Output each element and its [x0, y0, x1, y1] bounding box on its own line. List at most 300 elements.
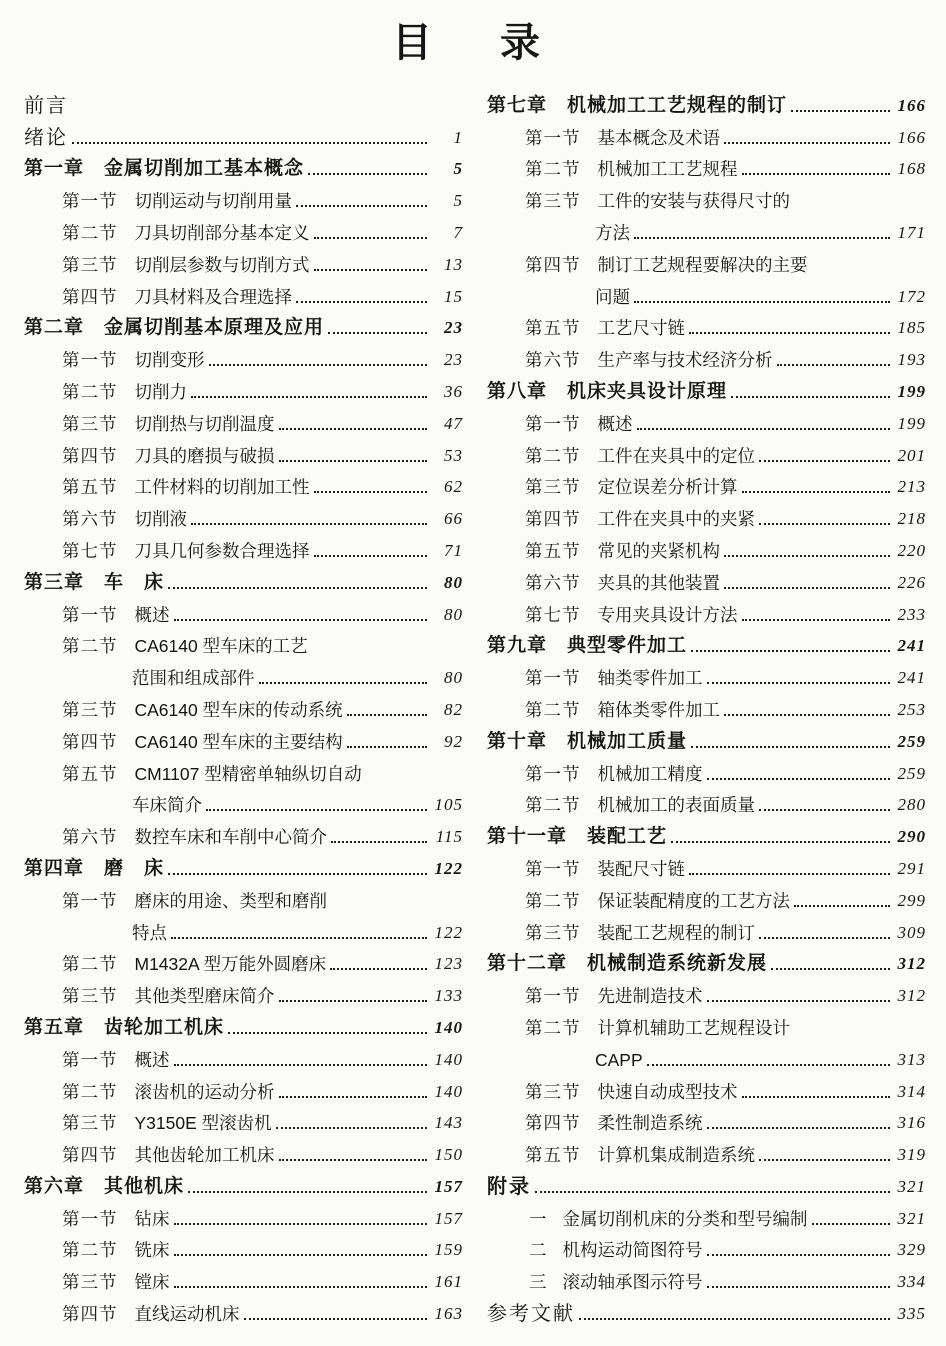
toc-entry [10, 468, 473, 500]
page-number: 312 [897, 954, 926, 974]
toc-entry-title: 刀具切削部分基本定义 [134, 222, 310, 243]
toc-entry-title: 绪论 [24, 126, 68, 149]
toc-entry [10, 881, 473, 913]
page-title: 目 录 [392, 21, 554, 65]
toc-entry-title: 工件在夹具中的定位 [597, 445, 755, 466]
dot-leader [314, 491, 428, 493]
toc-entry [473, 1167, 936, 1199]
page-number: 82 [444, 699, 463, 719]
page-number: 133 [434, 986, 463, 1006]
toc-entry-label: 第五节 [525, 1145, 581, 1166]
toc-entry [10, 181, 473, 213]
page-number: 199 [897, 413, 926, 433]
page-number: 172 [897, 286, 926, 306]
toc-entry-title: 齿轮加工机床 [104, 1016, 225, 1038]
toc-entry-label: 第一章 [24, 158, 85, 180]
toc-entry-title: 工件材料的切削加工性 [134, 477, 310, 498]
dot-leader [191, 523, 427, 525]
toc-entry [10, 499, 473, 531]
toc-entry-title: 钻床 [134, 1208, 170, 1229]
toc-entry-title: 计算机集成制造系统 [597, 1145, 755, 1166]
dot-leader [579, 1318, 890, 1320]
toc-entry [473, 722, 936, 754]
toc-entry-title: 刀具几何参数合理选择 [134, 540, 310, 561]
toc-entry [473, 817, 936, 849]
toc-entry-label: 第一节 [525, 413, 581, 434]
dot-leader [707, 1286, 891, 1288]
toc-entry-label: 第七节 [62, 540, 118, 561]
toc-entry-title: 定位误差分析计算 [597, 477, 738, 498]
toc-entry [473, 181, 936, 213]
toc-entry [10, 277, 473, 309]
toc-entry-title: 滚齿机的运动分析 [134, 1081, 275, 1102]
page-number: 259 [897, 731, 926, 751]
dot-leader [314, 269, 428, 271]
toc-entry-label: 第一节 [62, 1208, 118, 1229]
page-number: 253 [897, 699, 926, 719]
toc-entry-title: 生产率与技术经济分析 [597, 350, 773, 371]
page-number: 213 [897, 477, 926, 497]
toc-entry-label: 第一节 [525, 763, 581, 784]
toc-entry [10, 849, 473, 881]
toc-entry [10, 213, 473, 245]
toc-entry [10, 976, 473, 1008]
toc-entry [473, 86, 936, 118]
toc-entry-title: 箱体类零件加工 [597, 699, 720, 720]
toc-entry [10, 786, 473, 818]
toc-entry-title: 机械制造系统新发展 [587, 953, 768, 975]
page-number: 15 [444, 286, 463, 306]
toc-entry [473, 849, 936, 881]
toc-entry-label: 第二节 [62, 954, 118, 975]
toc-entry-title: 基本概念及术语 [597, 127, 720, 148]
dot-leader [314, 555, 428, 557]
page-number: 314 [897, 1081, 926, 1101]
dot-leader [637, 428, 891, 430]
dot-leader [759, 460, 890, 462]
dot-leader [724, 142, 890, 144]
page-number: 334 [897, 1272, 926, 1292]
page-number: 143 [434, 1113, 463, 1133]
toc-entry [10, 817, 473, 849]
toc-entry-label: 一 [529, 1208, 547, 1229]
dot-leader [707, 682, 891, 684]
page-number: 280 [897, 795, 926, 815]
page-number: 319 [897, 1145, 926, 1165]
dot-leader [777, 364, 891, 366]
toc-entry-title: 机构运动简图符号 [562, 1240, 703, 1261]
toc-entry-title: 轴类零件加工 [597, 668, 703, 689]
toc-entry [473, 1294, 936, 1326]
toc-entry [473, 277, 936, 309]
dot-leader [634, 237, 890, 239]
toc-entry-title: CA6140 型车床的传动系统 [134, 699, 343, 720]
page-number: 233 [897, 604, 926, 624]
toc-entry-label: 第四节 [62, 286, 118, 307]
toc-entry-label: 第四节 [62, 445, 118, 466]
dot-leader [279, 1159, 428, 1161]
page-number: 335 [897, 1304, 926, 1324]
dot-leader [812, 1223, 891, 1225]
toc-entry [10, 86, 473, 118]
toc-entry [473, 150, 936, 182]
page-number: 299 [897, 890, 926, 910]
dot-leader [759, 523, 890, 525]
toc-entry-title: 金属切削机床的分类和型号编制 [562, 1208, 808, 1229]
toc-entry [10, 754, 473, 786]
toc-entry [473, 404, 936, 436]
toc-entry-title: CA6140 型车床的工艺 [134, 636, 308, 657]
toc-entry-title: 金属切削加工基本概念 [104, 158, 305, 180]
dot-leader [72, 142, 427, 144]
toc-entry [473, 786, 936, 818]
toc-entry [473, 1199, 936, 1231]
dot-leader [259, 682, 428, 684]
toc-entry [473, 563, 936, 595]
dot-leader [244, 1318, 428, 1320]
dot-leader [191, 396, 427, 398]
page-number: 166 [897, 127, 926, 147]
toc-entry-label: 第二节 [62, 636, 118, 657]
toc-entry-title: 切削变形 [134, 350, 205, 371]
page-number: 66 [444, 509, 463, 529]
dot-leader [707, 1127, 891, 1129]
dot-leader [209, 364, 428, 366]
toc-entry-label: 第一节 [525, 127, 581, 148]
toc-entry-label: 第五节 [62, 477, 118, 498]
toc-entry [473, 340, 936, 372]
toc-entry [10, 372, 473, 404]
toc-entry-title: 机械加工工艺规程 [597, 159, 738, 180]
toc-entry [10, 531, 473, 563]
page-number: 159 [434, 1240, 463, 1260]
toc-entry-label: 第六节 [525, 350, 581, 371]
toc-entry-title: 工艺尺寸链 [597, 318, 685, 339]
dot-leader [174, 619, 428, 621]
page-number: 157 [434, 1208, 463, 1228]
page-number: 259 [897, 763, 926, 783]
toc-entry-label: 第一节 [525, 858, 581, 879]
dot-leader [742, 491, 891, 493]
dot-leader [535, 1191, 890, 1193]
toc-entry-title: 前言 [24, 94, 68, 117]
toc-entry-label: 第三节 [62, 1272, 118, 1293]
toc-entry-label: 第二节 [525, 159, 581, 180]
dot-leader [759, 809, 890, 811]
toc-entry-title: 概述 [134, 604, 170, 625]
toc-entry [473, 499, 936, 531]
dot-leader [707, 1000, 891, 1002]
toc-entry-label: 第一节 [62, 604, 118, 625]
toc-entry-title: 其他齿轮加工机床 [134, 1145, 275, 1166]
page-number: 163 [434, 1304, 463, 1324]
toc-entry [473, 913, 936, 945]
dot-leader [314, 237, 428, 239]
toc-entry-label: 第二节 [525, 699, 581, 720]
toc-entry [473, 1262, 936, 1294]
toc-entry-label: 第三章 [24, 571, 85, 593]
page-number: 241 [897, 636, 926, 656]
toc-entry-title: 概述 [134, 1049, 170, 1070]
toc-entry-title: 装配工艺规程的制订 [597, 922, 755, 943]
toc-entry-label: 第一节 [525, 668, 581, 689]
toc-entry-title: 镗床 [134, 1272, 170, 1293]
toc-entry-label: 第九章 [487, 635, 548, 657]
toc-entry-label: 第五节 [525, 540, 581, 561]
toc-entry-title: 夹具的其他装置 [597, 572, 720, 593]
toc-entry [10, 340, 473, 372]
dot-leader [296, 301, 427, 303]
toc-column-right [473, 86, 936, 1326]
toc-entry [473, 627, 936, 659]
toc-entry-label: 第六节 [62, 827, 118, 848]
page-number: 157 [434, 1176, 463, 1196]
toc-entry-label: 第二节 [525, 795, 581, 816]
page-number: 321 [897, 1176, 926, 1196]
dot-leader [707, 1254, 891, 1256]
toc-entry-title: 工件在夹具中的夹紧 [597, 509, 755, 530]
toc-entry-label: 三 [529, 1272, 547, 1293]
toc-entry-label: 第三节 [62, 254, 118, 275]
dot-leader [347, 746, 427, 748]
dot-leader [742, 173, 891, 175]
toc-entry-label: 第十一章 [487, 826, 568, 848]
toc-entry-label: 第二节 [525, 445, 581, 466]
toc-entry-label: 第十二章 [487, 953, 568, 975]
toc-entry-label: 第二节 [62, 1240, 118, 1261]
toc-entry-label: 第三节 [62, 413, 118, 434]
dot-leader [279, 1000, 428, 1002]
dot-leader [791, 110, 890, 112]
toc-entry [10, 627, 473, 659]
toc-entry-title: 刀具材料及合理选择 [134, 286, 292, 307]
page-number: 71 [444, 540, 463, 560]
toc-entry [473, 309, 936, 341]
toc-entry-label: 第二节 [525, 1017, 581, 1038]
toc-entry-label: 第三节 [525, 191, 581, 212]
toc-entry-title: 切削力 [134, 381, 187, 402]
page-number: 193 [897, 350, 926, 370]
toc-entry-title: 车床简介 [132, 795, 202, 816]
page-number: 313 [897, 1049, 926, 1069]
toc-entry-label: 第六章 [24, 1175, 85, 1197]
toc-entry-label: 第三节 [525, 1081, 581, 1102]
toc-entry [10, 1231, 473, 1263]
page-number: 312 [897, 986, 926, 1006]
toc-entry-title: 柔性制造系统 [597, 1113, 703, 1134]
toc-entry-label: 第四节 [525, 509, 581, 530]
toc-entry-title: 典型零件加工 [567, 635, 688, 657]
toc-entry-title: 其他机床 [104, 1175, 185, 1197]
toc-entry-label: 第四节 [525, 254, 581, 275]
toc-entry [473, 245, 936, 277]
dot-leader [276, 1127, 427, 1129]
toc-entry-title: 铣床 [134, 1240, 170, 1261]
dot-leader [188, 1191, 427, 1193]
toc-entry-title: 附录 [487, 1175, 531, 1198]
dot-leader [347, 714, 427, 716]
toc-entry [473, 881, 936, 913]
page-number: 199 [897, 381, 926, 401]
toc-entry [10, 563, 473, 595]
toc-entry [10, 436, 473, 468]
dot-leader [742, 1096, 891, 1098]
dot-leader [691, 746, 890, 748]
dot-leader [330, 968, 427, 970]
toc-entry [473, 1104, 936, 1136]
toc-entry [10, 245, 473, 277]
toc-entry-title: 滚动轴承图示符号 [562, 1272, 703, 1293]
dot-leader [671, 841, 890, 843]
toc-entry-title: 机械加工的表面质量 [597, 795, 755, 816]
page-number: 7 [453, 222, 463, 242]
toc-entry-label: 第一节 [62, 890, 118, 911]
dot-leader [724, 714, 890, 716]
dot-leader [759, 937, 890, 939]
toc-entry-title: 制订工艺规程要解决的主要 [597, 254, 808, 275]
toc-entry-title: 装配尺寸链 [597, 858, 685, 879]
toc-entry-label: 第五节 [525, 318, 581, 339]
toc-entry [10, 1072, 473, 1104]
page-number: 201 [897, 445, 926, 465]
dot-leader [331, 841, 427, 843]
toc-entry [10, 658, 473, 690]
toc-entry [10, 913, 473, 945]
page-number: 13 [444, 254, 463, 274]
toc-entry-title: 计算机辅助工艺规程设计 [597, 1017, 790, 1038]
toc-entry [473, 658, 936, 690]
toc-entry-label: 第三节 [62, 1113, 118, 1134]
page-number: 123 [434, 954, 463, 974]
dot-leader [724, 555, 890, 557]
toc-entry-label: 第七节 [525, 604, 581, 625]
toc-entry-label: 第六节 [62, 509, 118, 530]
dot-leader [759, 1159, 890, 1161]
toc-entry [10, 722, 473, 754]
dot-leader [689, 332, 890, 334]
toc-entry-label: 第四节 [62, 731, 118, 752]
page-number: 105 [434, 795, 463, 815]
dot-leader [168, 587, 427, 589]
toc-entry-label: 第四节 [525, 1113, 581, 1134]
toc-entry [473, 690, 936, 722]
toc-entry [473, 1008, 936, 1040]
page-number: 166 [897, 95, 926, 115]
toc-entry-label: 第二节 [62, 222, 118, 243]
toc-entry [10, 1262, 473, 1294]
toc-entry-label: 二 [529, 1240, 547, 1261]
page-number: 309 [897, 922, 926, 942]
toc-entry-label: 第一节 [62, 191, 118, 212]
toc-entry-title: 车 床 [104, 571, 165, 593]
toc-entry-title: 机械加工质量 [567, 730, 688, 752]
page-number: 23 [444, 318, 463, 338]
toc-entry-label: 第三节 [62, 699, 118, 720]
toc-entry-title: 概述 [597, 413, 633, 434]
page-number: 140 [434, 1081, 463, 1101]
toc-entry-title: 保证装配精度的工艺方法 [597, 890, 790, 911]
page-number: 122 [434, 922, 463, 942]
page-number: 290 [897, 827, 926, 847]
page-number: 122 [434, 858, 463, 878]
dot-leader [174, 1254, 428, 1256]
toc-entry-label: 第十章 [487, 730, 548, 752]
toc-entry [10, 309, 473, 341]
toc-entry-label: 第四节 [62, 1145, 118, 1166]
toc-entry [473, 1231, 936, 1263]
page-number: 171 [897, 222, 926, 242]
page-number: 1 [453, 127, 463, 147]
dot-leader [691, 650, 890, 652]
toc-entry-label: 第三节 [525, 922, 581, 943]
toc-entry-title: 机械加工精度 [597, 763, 703, 784]
toc-entry [473, 468, 936, 500]
dot-leader [174, 1064, 428, 1066]
toc-entry [10, 1167, 473, 1199]
dot-leader [206, 809, 427, 811]
page-number: 92 [444, 731, 463, 751]
page-number: 5 [453, 191, 463, 211]
dot-leader [794, 905, 890, 907]
page-number: 218 [897, 509, 926, 529]
dot-leader [328, 332, 427, 334]
page-number: 36 [444, 381, 463, 401]
page-number: 80 [444, 572, 463, 592]
toc-entry [10, 595, 473, 627]
toc-entry-label: 第三节 [525, 477, 581, 498]
page-number: 115 [435, 827, 463, 847]
toc-entry-title: 磨 床 [104, 857, 165, 879]
toc-entry-title: 刀具的磨损与破损 [134, 445, 275, 466]
toc-entry [473, 1040, 936, 1072]
dot-leader [724, 587, 890, 589]
toc-entry [10, 1104, 473, 1136]
page-number: 23 [444, 350, 463, 370]
toc-entry [473, 531, 936, 563]
page-number: 329 [897, 1240, 926, 1260]
toc-entry-label: 第三节 [62, 986, 118, 1007]
toc-entry-label: 第七章 [487, 94, 548, 116]
toc-entry-title: 问题 [595, 286, 630, 307]
toc-entry-title: 切削运动与切削用量 [134, 191, 292, 212]
toc-entry-title: 切削热与切削温度 [134, 413, 275, 434]
toc-entry [10, 1199, 473, 1231]
page-number: 5 [453, 159, 463, 179]
toc-entry-title: 工件的安装与获得尺寸的 [597, 191, 790, 212]
toc-entry [10, 404, 473, 436]
toc-entry-title: 切削液 [134, 509, 187, 530]
toc-entry [10, 1040, 473, 1072]
toc-entry [473, 118, 936, 150]
dot-leader [228, 1032, 427, 1034]
toc-entry-title: Y3150E 型滚齿机 [134, 1113, 272, 1134]
toc-entry-label: 第一节 [525, 986, 581, 1007]
page-number: 161 [434, 1272, 463, 1292]
dot-leader [174, 1286, 428, 1288]
dot-leader [174, 1223, 428, 1225]
toc-entry-title: 参考文献 [487, 1303, 575, 1326]
toc-entry-label: 第二节 [525, 890, 581, 911]
toc-entry-title: 切削层参数与切削方式 [134, 254, 310, 275]
dot-leader [742, 619, 891, 621]
toc-entry [10, 1008, 473, 1040]
toc-entry-title: 特点 [132, 922, 167, 943]
page-number: 168 [897, 159, 926, 179]
toc-entry-title: 金属切削基本原理及应用 [104, 317, 325, 339]
toc-entry [473, 1072, 936, 1104]
toc-entry-title: 磨床的用途、类型和磨削 [134, 890, 327, 911]
page-number: 53 [444, 445, 463, 465]
